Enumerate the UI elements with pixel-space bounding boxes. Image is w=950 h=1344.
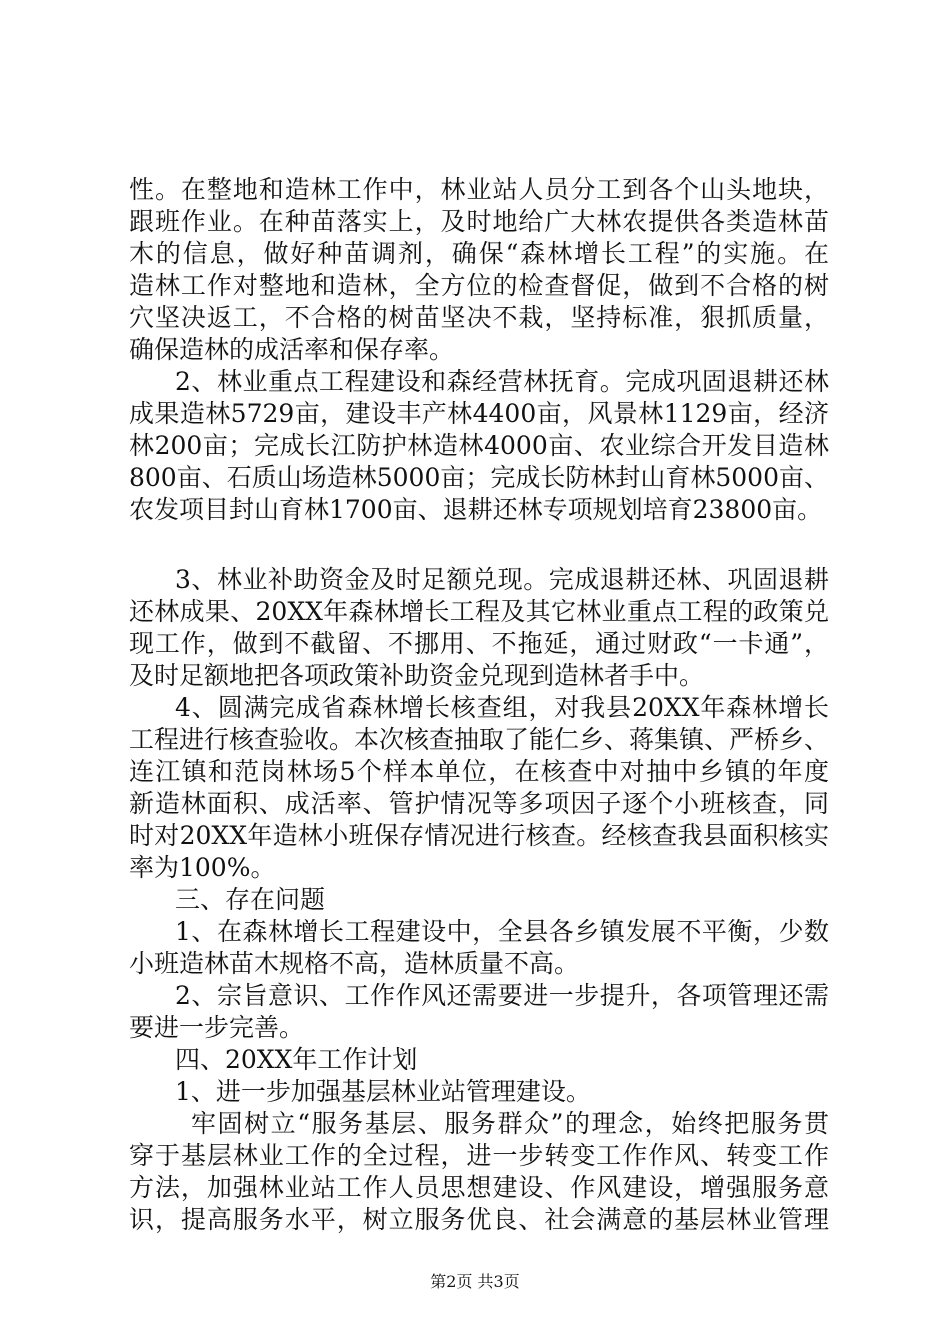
paragraph [129,884,829,916]
text-line: 四、20XX年工作计划 [175,1045,418,1074]
paragraph [129,564,829,692]
page-footer: 第2页 共3页 [430,1272,520,1291]
text-line: 木的信息，做好种苗调剂，确保“森林增长工程”的实施。在 [129,239,829,268]
text-line: 工程进行核查验收。本次核查抽取了能仁乡、蒋集镇、严桥乡、 [129,725,829,754]
text-line: 1、进一步加强基层林业站管理建设。 [175,1077,591,1106]
paragraph [129,916,829,980]
text-line: 小班造林苗木规格不高，造林质量不高。 [129,949,580,978]
paragraph [129,692,829,884]
text-line: 800亩、石质山场造林5000亩；完成长防林封山育林5000亩、 [129,463,829,492]
text-line: 时对20XX年造林小班保存情况进行核查。经核查我县面积核实 [129,821,829,850]
text-line: 及时足额地把各项政策补助资金兑现到造林者手中。 [129,661,705,690]
text-line: 新造林面积、成活率、管护情况等多项因子逐个小班核查，同 [129,789,829,818]
text-line: 成果造林5729亩，建设丰产林4400亩，风景林1129亩，经济 [129,399,829,428]
paragraph-gap [129,526,829,564]
text-line: 造林工作对整地和造林，全方位的检查督促，做到不合格的树 [129,271,829,300]
paragraph [129,1044,829,1076]
text-line: 2、宗旨意识、工作作风还需要进一步提升，各项管理还需 [175,981,829,1010]
document-body [129,174,829,1236]
text-line: 识，提高服务水平，树立服务优良、社会满意的基层林业管理 [129,1205,829,1234]
text-line: 连江镇和范岗林场5个样本单位，在核查中对抽中乡镇的年度 [129,757,829,786]
text-line: 穿于基层林业工作的全过程，进一步转变工作作风、转变工作 [129,1141,829,1170]
text-line: 1、在森林增长工程建设中，全县各乡镇发展不平衡，少数 [175,917,829,946]
text-line: 2、林业重点工程建设和森经营林抚育。完成巩固退耕还林 [175,367,829,396]
text-line: 3、林业补助资金及时足额兑现。完成退耕还林、巩固退耕 [175,565,829,594]
text-line: 方法，加强林业站工作人员思想建设、作风建设，增强服务意 [129,1173,829,1202]
text-line: 林200亩；完成长江防护林造林4000亩、农业综合开发目造林 [129,431,829,460]
text-line: 现工作，做到不截留、不挪用、不拖延，通过财政“一卡通”， [129,629,829,658]
text-line: 还林成果、20XX年森林增长工程及其它林业重点工程的政策兑 [129,597,829,626]
text-line: 率为100%。 [129,853,276,882]
text-line: 三、存在问题 [175,885,326,914]
paragraph [129,174,829,366]
text-line: 牢固树立“服务基层、服务群众”的理念，始终把服务贯 [191,1109,829,1138]
paragraph [129,1076,829,1108]
text-line: 农发项目封山育林1700亩、退耕还林专项规划培育23800亩。 [129,495,823,524]
text-line: 确保造林的成活率和保存率。 [129,335,455,364]
paragraph [129,366,829,526]
text-line: 要进一步完善。 [129,1013,305,1042]
text-line: 性。在整地和造林工作中，林业站人员分工到各个山头地块， [129,175,829,204]
paragraph [129,980,829,1044]
text-line: 跟班作业。在种苗落实上，及时地给广大林农提供各类造林苗 [129,207,829,236]
text-line: 穴坚决返工，不合格的树苗坚决不栽，坚持标准，狠抓质量， [129,303,829,332]
text-line: 4、圆满完成省森林增长核查组，对我县20XX年森林增长 [175,693,829,722]
paragraph [129,1108,829,1236]
